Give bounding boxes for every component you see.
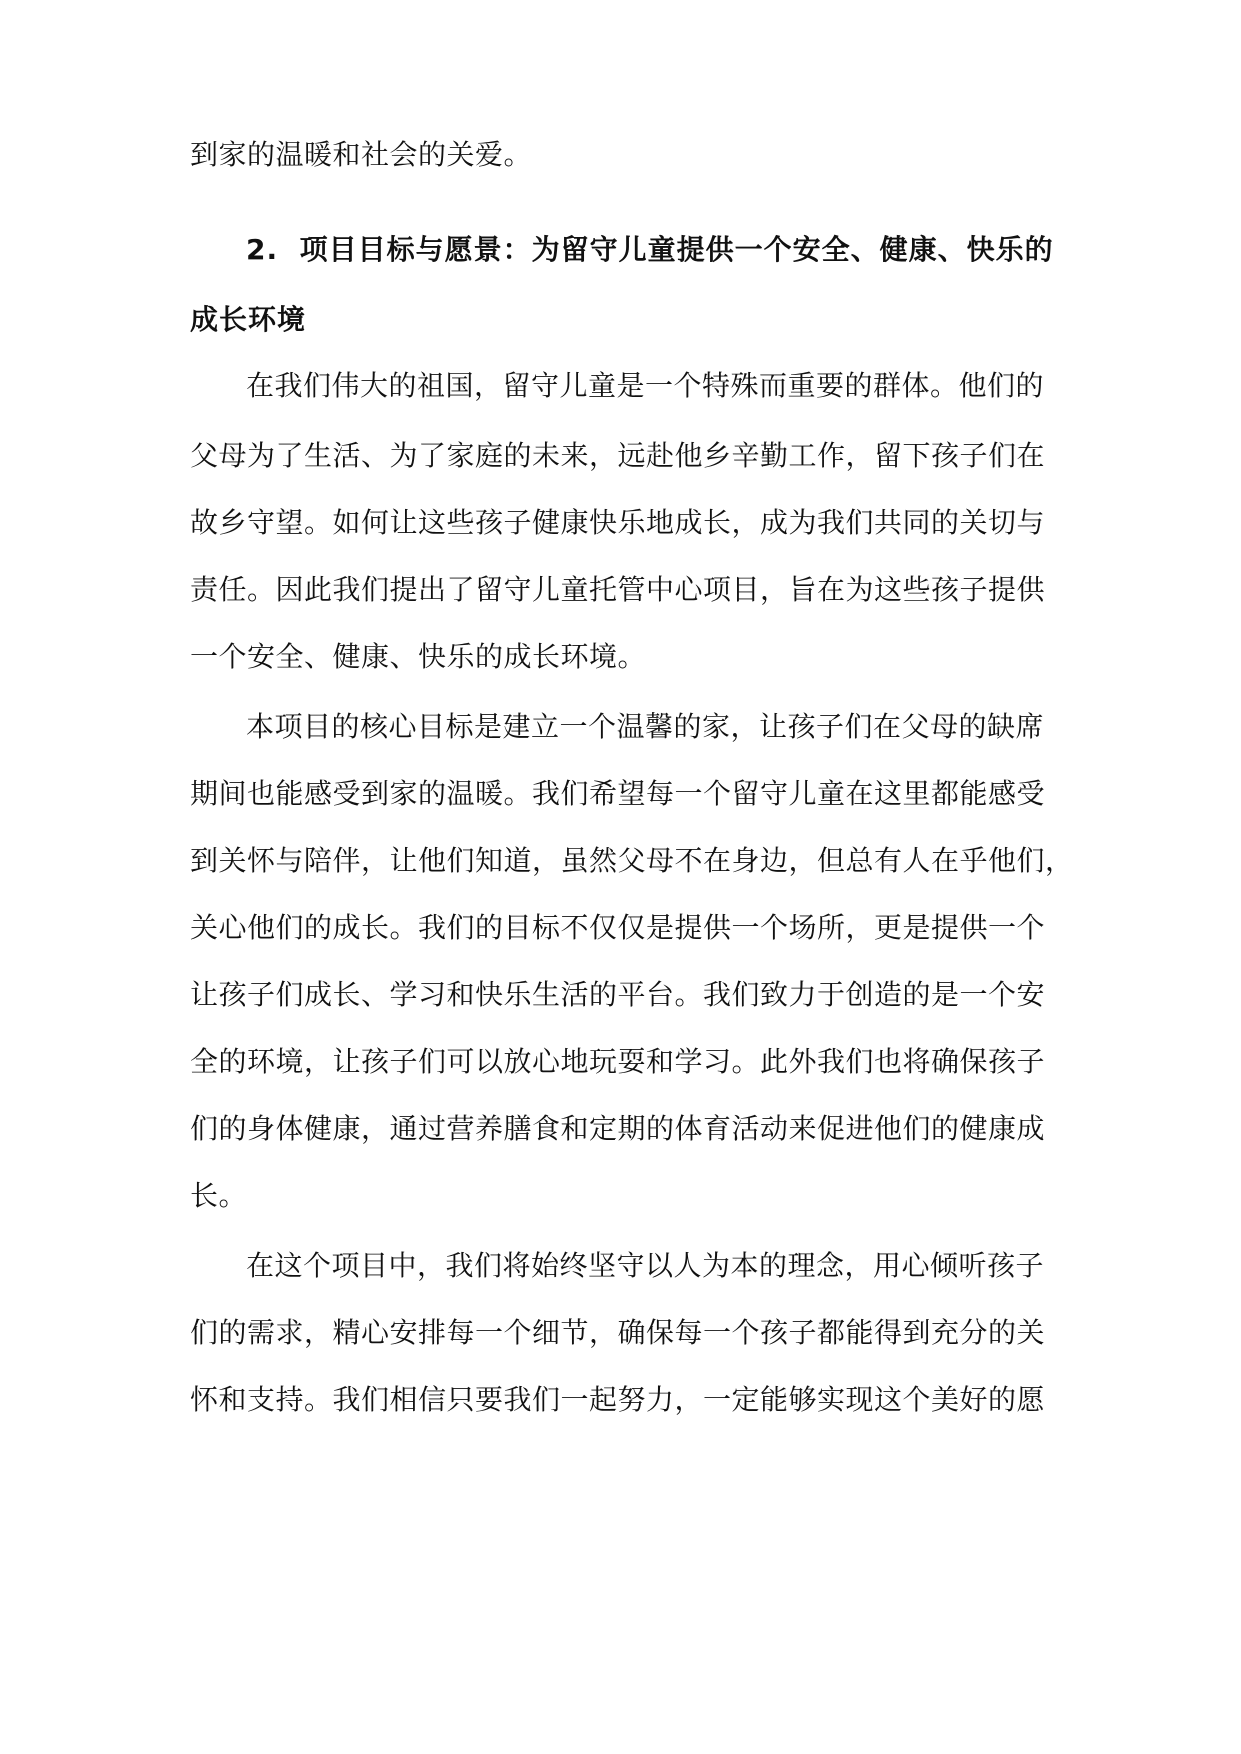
- section-number: 2.: [246, 233, 279, 266]
- paragraph-1-line-1: 在我们伟大的祖国，留守儿童是一个特殊而重要的群体。他们的: [246, 369, 1045, 402]
- paragraph-2-line-3: 到关怀与陪伴，让他们知道，虽然父母不在身边，但总有人在乎他们，: [190, 844, 1074, 877]
- paragraph-2-line-6: 全的环境，让孩子们可以放心地玩耍和学习。此外我们也将确保孩子: [190, 1045, 1046, 1078]
- paragraph-2-line-5: 让孩子们成长、学习和快乐生活的平台。我们致力于创造的是一个安: [190, 978, 1046, 1011]
- document-page: [190, 0, 1074, 1754]
- section-heading-line-2: 成长环境: [190, 303, 307, 336]
- paragraph-1-line-4: 责任。因此我们提出了留守儿童托管中心项目，旨在为这些孩子提供: [190, 573, 1046, 606]
- continuation-text: 到家的温暖和社会的关爱。: [190, 138, 533, 171]
- paragraph-3-line-1: 在这个项目中，我们将始终坚守以人为本的理念，用心倾听孩子: [246, 1249, 1045, 1282]
- paragraph-1-line-3: 故乡守望。如何让这些孩子健康快乐地成长，成为我们共同的关切与: [190, 506, 1046, 539]
- paragraph-2-line-7: 们的身体健康，通过营养膳食和定期的体育活动来促进他们的健康成: [190, 1112, 1046, 1145]
- paragraph-2-line-4: 关心他们的成长。我们的目标不仅仅是提供一个场所，更是提供一个: [190, 911, 1046, 944]
- section-title: 项目目标与愿景：为留守儿童提供一个安全、健康、快乐的: [299, 233, 1054, 266]
- paragraph-2-line-8: 长。: [190, 1179, 248, 1212]
- paragraph-2-line-2: 期间也能感受到家的温暖。我们希望每一个留守儿童在这里都能感受: [190, 777, 1046, 810]
- paragraph-1-line-2: 父母为了生活、为了家庭的未来，远赴他乡辛勤工作，留下孩子们在: [190, 439, 1046, 472]
- paragraph-3-line-2: 们的需求，精心安排每一个细节，确保每一个孩子都能得到充分的关: [190, 1316, 1046, 1349]
- paragraph-2-line-1: 本项目的核心目标是建立一个温馨的家，让孩子们在父母的缺席: [246, 710, 1045, 743]
- paragraph-1-line-5: 一个安全、健康、快乐的成长环境。: [190, 640, 647, 673]
- section-heading-line-1: [246, 230, 1054, 270]
- paragraph-3-line-3: 怀和支持。我们相信只要我们一起努力，一定能够实现这个美好的愿: [190, 1383, 1046, 1416]
